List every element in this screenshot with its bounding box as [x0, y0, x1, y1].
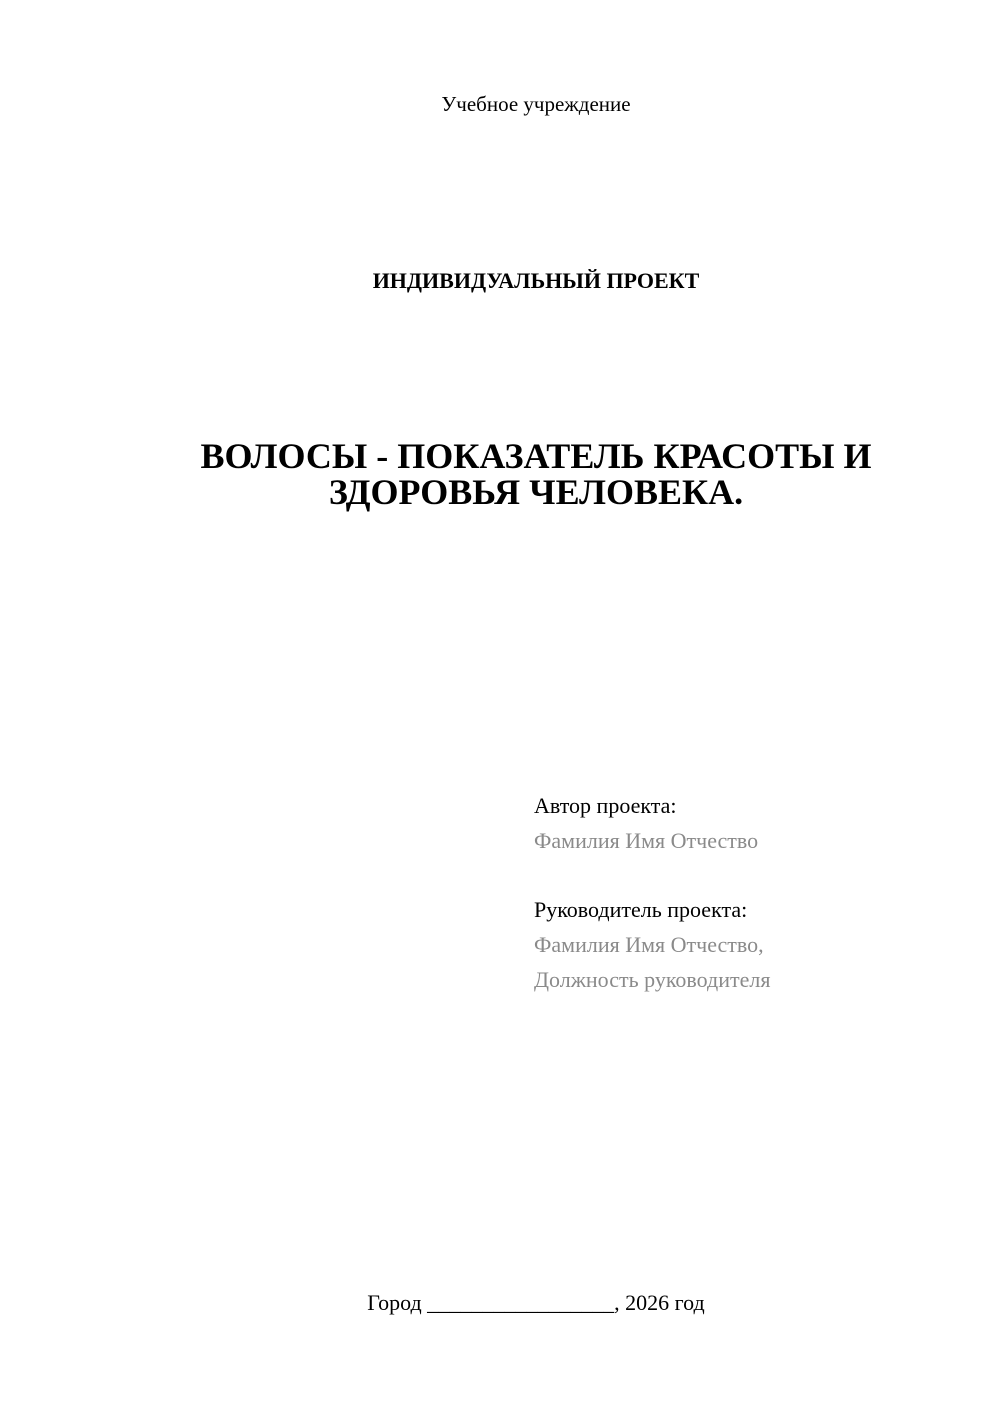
city-label: Город	[367, 1290, 422, 1315]
supervisor-position: Должность руководителя	[534, 967, 771, 992]
project-title	[150, 438, 922, 510]
institution-name: Учебное учреждение	[441, 92, 631, 116]
project-type: ИНДИВИДУАЛЬНЫЙ ПРОЕКТ	[372, 268, 700, 293]
year-text: , 2026 год	[614, 1290, 705, 1315]
supervisor-label: Руководитель проекта:	[534, 897, 748, 922]
footer-city-year	[0, 1290, 1000, 1316]
project-title-line-2: ЗДОРОВЬЯ ЧЕЛОВЕКА.	[328, 472, 744, 512]
author-label: Автор проекта:	[534, 793, 677, 818]
info-spacer	[534, 858, 974, 892]
project-info	[534, 788, 974, 997]
project-title-line-1: ВОЛОСЫ - ПОКАЗАТЕЛЬ КРАСОТЫ И	[200, 436, 872, 476]
supervisor-name: Фамилия Имя Отчество,	[534, 932, 764, 957]
author-name: Фамилия Имя Отчество	[534, 828, 759, 853]
city-blank: _________________	[427, 1290, 615, 1315]
